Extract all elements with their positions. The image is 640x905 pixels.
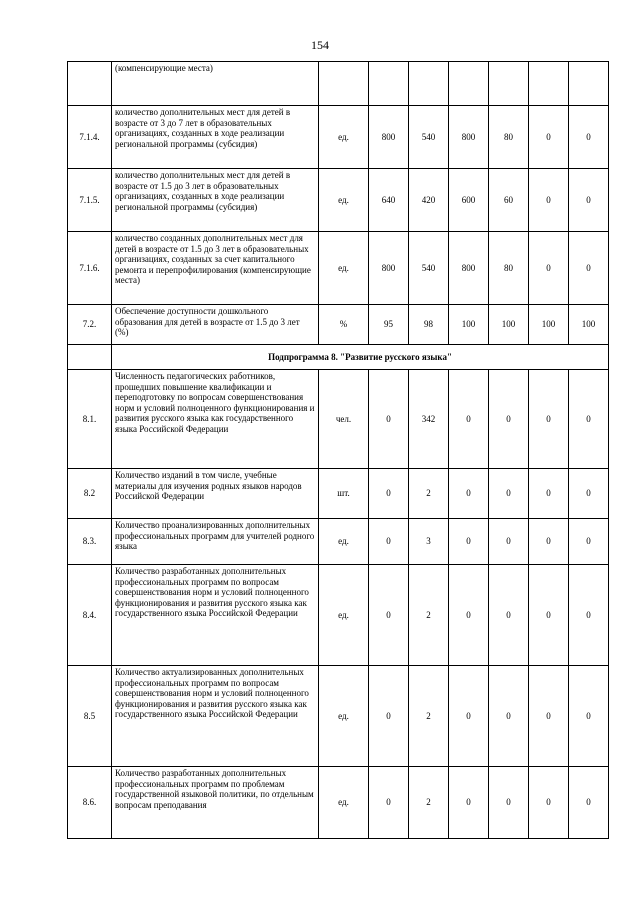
section-title: Подпрограмма 8. "Развитие русского языка" [112,345,609,370]
value-cell: 2 [409,565,449,666]
table-body [68,62,609,839]
value-cell: 0 [369,767,409,839]
description-cell: количество дополнительных мест для детей в возрасте от 1.5 до 3 лет в образовательных организациях, созданных в ходе реализации региональной программы (субсидия) [112,169,319,232]
page-number: 154 [311,38,329,52]
value-cell: 100 [489,305,529,345]
unit-cell: ед. [319,565,369,666]
value-cell: 3 [409,519,449,565]
value-cell: 2 [409,469,449,519]
indicators-table [67,61,609,839]
value-cell: 0 [449,370,489,469]
table-row [68,519,609,565]
table-row [68,305,609,345]
value-cell: 0 [489,370,529,469]
value-cell: 0 [529,767,569,839]
num-cell: 7.1.4. [68,106,112,169]
value-cell: 0 [529,169,569,232]
value-cell: 342 [409,370,449,469]
value-cell: 0 [369,519,409,565]
description-cell: количество созданных дополнительных мест для детей в возрасте от 1.5 до 3 лет в образовательных организациях, созданных за счет капитального ремонта и перепрофилирования (компенсирующие места) [112,232,319,305]
description-cell: Количество актуализированных дополнительных профессиональных программ по вопросам совершенствования норм и условий полноценного функционирования и развития русского языка как государственного языка Российской Федерации [112,666,319,767]
value-cell: 0 [529,106,569,169]
description-cell: (компенсирующие места) [112,62,319,106]
value-cell: 0 [369,666,409,767]
num-cell: 8.2 [68,469,112,519]
table-row [68,666,609,767]
value-cell: 80 [489,106,529,169]
num-cell: 8.6. [68,767,112,839]
num-cell: 7.1.6. [68,232,112,305]
value-cell: 0 [569,565,609,666]
value-cell: 0 [529,519,569,565]
value-cell [369,62,409,106]
value-cell: 800 [369,106,409,169]
num-cell [68,345,112,370]
value-cell: 0 [369,370,409,469]
value-cell [449,62,489,106]
value-cell: 0 [449,666,489,767]
value-cell: 0 [569,169,609,232]
value-cell: 2 [409,767,449,839]
table-row [68,767,609,839]
value-cell: 0 [529,370,569,469]
unit-cell: ед. [319,519,369,565]
value-cell: 640 [369,169,409,232]
unit-cell: ед. [319,666,369,767]
table-row [68,565,609,666]
value-cell: 540 [409,232,449,305]
table-row [68,232,609,305]
description-cell: Обеспечение доступности дошкольного образования для детей в возрасте от 1.5 до 3 лет (%) [112,305,319,345]
unit-cell: шт. [319,469,369,519]
value-cell: 540 [409,106,449,169]
table-row [68,106,609,169]
value-cell: 0 [489,469,529,519]
value-cell: 0 [529,232,569,305]
num-cell: 7.2. [68,305,112,345]
description-cell: Количество разработанных дополнительных профессиональных программ по проблемам государственной языковой политики, по отдельным вопросам преподавания [112,767,319,839]
value-cell: 0 [449,469,489,519]
description-cell: Численность педагогических работников, прошедших повышение квалификации и переподготовку по вопросам совершенствования норм и условий полноценного функционирования и развития русского языка как государственного языка Российской Федерации [112,370,319,469]
value-cell: 0 [369,565,409,666]
num-cell: 8.4. [68,565,112,666]
unit-cell: ед. [319,767,369,839]
value-cell: 0 [569,370,609,469]
value-cell: 0 [489,565,529,666]
value-cell: 2 [409,666,449,767]
unit-cell: чел. [319,370,369,469]
value-cell: 0 [569,469,609,519]
value-cell: 98 [409,305,449,345]
table-row [68,370,609,469]
value-cell: 0 [569,232,609,305]
value-cell: 0 [569,767,609,839]
value-cell: 0 [489,666,529,767]
value-cell: 60 [489,169,529,232]
value-cell: 0 [569,519,609,565]
num-cell [68,62,112,106]
value-cell: 0 [529,469,569,519]
value-cell: 0 [489,519,529,565]
table-row [68,169,609,232]
value-cell: 100 [529,305,569,345]
value-cell: 0 [369,469,409,519]
value-cell: 600 [449,169,489,232]
value-cell: 95 [369,305,409,345]
value-cell: 0 [529,666,569,767]
value-cell: 0 [529,565,569,666]
value-cell: 0 [489,767,529,839]
value-cell: 0 [449,767,489,839]
value-cell: 80 [489,232,529,305]
value-cell: 100 [449,305,489,345]
description-cell: Количество изданий в том числе, учебные материалы для изучения родных языков народов Российской Федерации [112,469,319,519]
value-cell: 0 [449,565,489,666]
num-cell: 7.1.5. [68,169,112,232]
table-row [68,469,609,519]
description-cell: Количество проанализированных дополнительных профессиональных программ для учителей родного языка [112,519,319,565]
num-cell: 8.3. [68,519,112,565]
unit-cell: ед. [319,232,369,305]
value-cell [569,62,609,106]
value-cell: 800 [369,232,409,305]
value-cell [489,62,529,106]
table-row [68,62,609,106]
value-cell [529,62,569,106]
value-cell: 0 [569,666,609,767]
unit-cell: ед. [319,106,369,169]
value-cell: 420 [409,169,449,232]
description-cell: Количество разработанных дополнительных профессиональных программ по вопросам совершенствования норм и условий полноценного функционирования и развития русского языка как государственного языка Российской Федерации [112,565,319,666]
value-cell: 100 [569,305,609,345]
unit-cell: % [319,305,369,345]
num-cell: 8.5 [68,666,112,767]
value-cell [409,62,449,106]
value-cell: 0 [569,106,609,169]
unit-cell [319,62,369,106]
num-cell: 8.1. [68,370,112,469]
value-cell: 0 [449,519,489,565]
unit-cell: ед. [319,169,369,232]
value-cell: 800 [449,106,489,169]
section-row [68,345,609,370]
description-cell: количество дополнительных мест для детей в возрасте от 3 до 7 лет в образовательных организациях, созданных в ходе реализации региональной программы (субсидия) [112,106,319,169]
value-cell: 800 [449,232,489,305]
